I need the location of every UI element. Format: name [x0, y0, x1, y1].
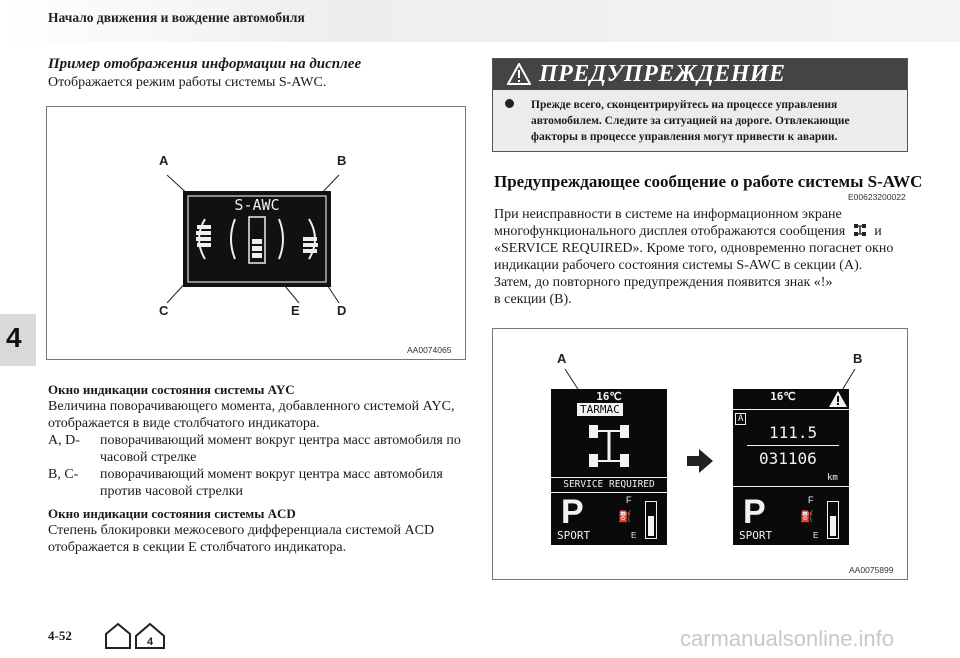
s-awc-warning-heading: Предупреждающее сообщение о работе системы S-AWC [494, 172, 923, 191]
ayc-item1-line-2: часовой стрелке [100, 450, 197, 465]
acd-line-2: отображается в секции E столбчатого индикатора. [48, 540, 347, 555]
trip-a-badge: A [735, 413, 746, 425]
right-fuel-empty: E [813, 531, 819, 540]
right-gear: P [743, 493, 766, 531]
trip-value: 111.5 [769, 423, 818, 442]
left-lcd-screen [551, 389, 667, 545]
left-bar-4 [197, 243, 211, 247]
right-bar-2 [303, 243, 318, 247]
right-drive-mode: SPORT [739, 529, 773, 542]
callout-c: C [159, 303, 169, 318]
callout-e: E [291, 303, 300, 318]
right-bar-3 [303, 249, 317, 253]
warning-triangle-icon [507, 63, 531, 85]
nav-home-icon[interactable] [104, 622, 168, 650]
right-temp: 16℃ [770, 390, 796, 403]
ayc-item1-label: A, D- [48, 433, 80, 448]
right-divider-low [733, 486, 849, 487]
s-awc-display-illustration [47, 107, 465, 359]
warning-line-3: факторы в процессе управления могут привести к аварии. [531, 131, 838, 143]
ayc-line-1: Величина поворачивающего момента, добавленного системой AYC, [48, 399, 455, 414]
callout-b: B [337, 153, 347, 168]
left-fuel-full: F [626, 495, 632, 505]
left-fuel-level [648, 516, 654, 536]
drivetrain-malfunction-icon [587, 421, 631, 471]
para-line-4: индикации рабочего состояния системы S-AWC в секции (A). [494, 258, 863, 273]
warning-box [492, 58, 908, 152]
right-lcd-screen [733, 389, 849, 545]
example-subtitle: Пример отображения информации на дисплее [48, 56, 362, 72]
drivetrain-warning-icon [853, 223, 867, 237]
para-line-5: Затем, до повторного предупреждения появится знак «!» [494, 275, 833, 290]
multi-display-figure [492, 328, 908, 580]
right-bar-1 [303, 237, 317, 241]
warning-title: ПРЕДУПРЕЖДЕНИЕ [539, 61, 786, 87]
left-temp: 16℃ [596, 390, 622, 403]
warning-body [531, 97, 891, 145]
para-line-3: «SERVICE REQUIRED». Кроме того, одновременно погаснет окно [494, 241, 894, 256]
center-bar-3 [252, 253, 262, 258]
acd-line-1: Степень блокировки межосевого дифференциала системой ACD [48, 523, 435, 538]
callout-a: A [159, 153, 169, 168]
example-intro: Отображается режим работы системы S-AWC. [48, 75, 327, 90]
odometer-value: 031106 [759, 449, 817, 468]
left-service-message: SERVICE REQUIRED [563, 479, 655, 490]
figure-code: AA0074065 [407, 345, 452, 355]
left-fuel-empty: E [631, 531, 637, 540]
arrow-right-icon [687, 449, 713, 473]
left-mode-badge: TARMAC [577, 403, 623, 416]
callout-d: D [337, 303, 347, 318]
callout-right-a: A [557, 351, 567, 366]
page-number: 4-52 [48, 628, 72, 643]
warning-line-1: Прежде всего, сконцентрируйтесь на процессе управления [531, 99, 838, 111]
warning-exclamation-icon [829, 391, 847, 407]
center-bar-2 [252, 246, 262, 251]
fuel-pump-icon: ⛽ [618, 511, 632, 523]
left-divider [551, 477, 667, 478]
right-divider-mid [747, 445, 839, 446]
left-bar-2 [196, 231, 211, 235]
distance-unit: km [827, 473, 838, 483]
right-fuel-gauge [827, 501, 839, 539]
ayc-item2-line-1: поворачивающий момент вокруг центра масс автомобиля [100, 467, 443, 482]
ayc-heading: Окно индикации состояния системы AYC [48, 382, 295, 397]
para-line-2 [494, 223, 882, 240]
ayc-item2-line-2: против часовой стрелки [100, 484, 244, 499]
watermark: carmanualsonline.info [680, 626, 895, 651]
center-bar-1 [252, 239, 262, 244]
para-line-2-end: и [874, 224, 882, 239]
callout-right-b: B [853, 351, 863, 366]
acd-heading: Окно индикации состояния системы ACD [48, 506, 296, 521]
left-gear: P [561, 493, 584, 531]
right-fuel-full: F [808, 495, 814, 505]
left-bar-1 [197, 225, 211, 229]
lcd-label: S-AWC [234, 196, 280, 214]
para-line-2-text: многофункционального дисплея отображаются сообщения [494, 224, 846, 239]
para-line-6: в секции (B). [494, 292, 572, 307]
svg-text:4: 4 [146, 636, 154, 648]
para-line-1: При неисправности в системе на информационном экране [494, 207, 842, 222]
left-fuel-gauge [645, 501, 657, 539]
right-figure-code: AA0075899 [849, 565, 894, 575]
page-header-title: Начало движения и вождение автомобиля [48, 10, 305, 25]
right-fuel-level [830, 516, 836, 536]
left-drive-mode: SPORT [557, 529, 591, 542]
ayc-item1-line-1: поворачивающий момент вокруг центра масс автомобиля по [100, 433, 461, 448]
right-divider-top [733, 409, 849, 410]
warning-line-2: автомобилем. Следите за ситуацией на дороге. Отвлекающие [531, 115, 850, 127]
section-code: E00623200022 [848, 192, 906, 202]
left-bar-3 [196, 237, 211, 241]
warning-bullet-icon [505, 99, 514, 108]
chapter-number: 4 [6, 322, 22, 353]
ayc-line-2: отображается в виде столбчатого индикатора. [48, 416, 320, 431]
warning-header [493, 59, 907, 90]
s-awc-display-figure [46, 106, 466, 360]
ayc-item2-label: B, C- [48, 467, 79, 482]
fuel-pump-icon-right: ⛽ [800, 511, 814, 523]
